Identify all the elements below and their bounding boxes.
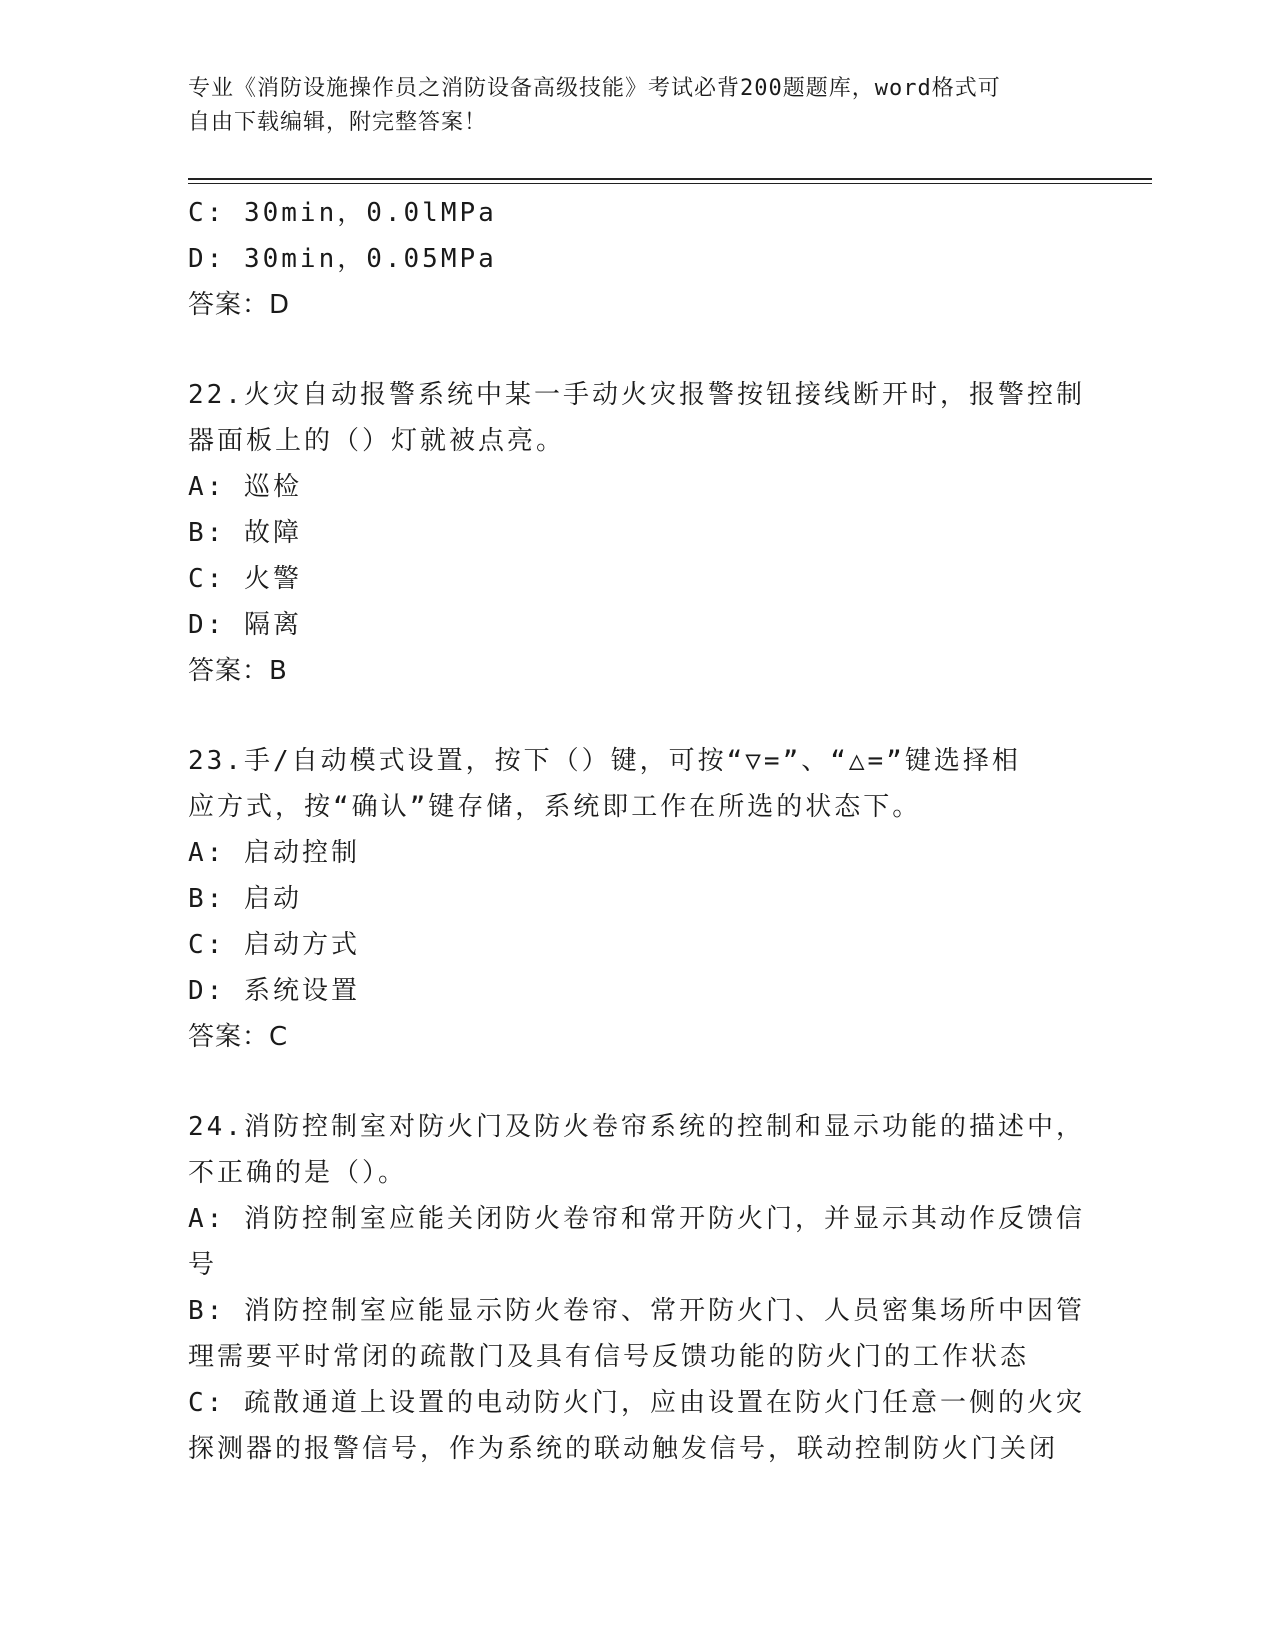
option-a: A: 启动控制	[188, 838, 360, 868]
option-b: B: 消防控制室应能显示防火卷帘、常开防火门、人员密集场所中因管	[188, 1296, 1085, 1326]
answer: 答案：B	[188, 656, 288, 686]
question-text: 不正确的是（）。	[188, 1158, 408, 1188]
header-line-2: 自由下载编辑，附完整答案！	[188, 110, 488, 135]
question-text: 应方式，按“确认”键存储，系统即工作在所选的状态下。	[188, 792, 922, 822]
option-a: A: 消防控制室应能关闭防火卷帘和常开防火门，并显示其动作反馈信	[188, 1204, 1085, 1234]
option-c-continued: 探测器的报警信号，作为系统的联动触发信号，联动控制防火门关闭	[188, 1434, 1059, 1464]
question-text: 22.火灾自动报警系统中某一手动火灾报警按钮接线断开时，报警控制	[188, 380, 1085, 410]
header-line-1: 专业《消防设施操作员之消防设备高级技能》考试必背200题题库，word格式可	[188, 76, 1001, 101]
option-a-continued: 号	[188, 1250, 218, 1280]
option-b: B: 启动	[188, 884, 302, 914]
question-23	[188, 738, 1088, 1060]
option-c: C: 火警	[188, 564, 302, 594]
option-d: D: 系统设置	[188, 976, 360, 1006]
question-24	[188, 1104, 1088, 1472]
question-text: 24.消防控制室对防火门及防火卷帘系统的控制和显示功能的描述中，	[188, 1112, 1085, 1142]
option-b: B: 故障	[188, 518, 302, 548]
answer: 答案：D	[188, 290, 291, 320]
answer: 答案：C	[188, 1022, 289, 1052]
option-b-continued: 理需要平时常闭的疏散门及具有信号反馈功能的防火门的工作状态	[188, 1342, 1030, 1372]
header-rule-thin	[188, 183, 1152, 184]
option-c: C: 启动方式	[188, 930, 360, 960]
option-c: C: 30min，0.0lMPa	[188, 198, 497, 228]
question-text: 23.手/自动模式设置，按下（）键，可按“▽=”、“△=”键选择相	[188, 746, 1021, 776]
option-c: C: 疏散通道上设置的电动防火门，应由设置在防火门任意一侧的火灾	[188, 1388, 1085, 1418]
option-a: A: 巡检	[188, 472, 302, 502]
question-text: 器面板上的（）灯就被点亮。	[188, 426, 566, 456]
document-body	[188, 190, 1088, 1472]
header-rule-thick	[188, 178, 1152, 180]
option-d: D: 30min，0.05MPa	[188, 244, 497, 274]
option-d: D: 隔离	[188, 610, 302, 640]
document-header	[188, 72, 1068, 140]
question-21-tail	[188, 190, 1088, 328]
question-22	[188, 372, 1088, 694]
